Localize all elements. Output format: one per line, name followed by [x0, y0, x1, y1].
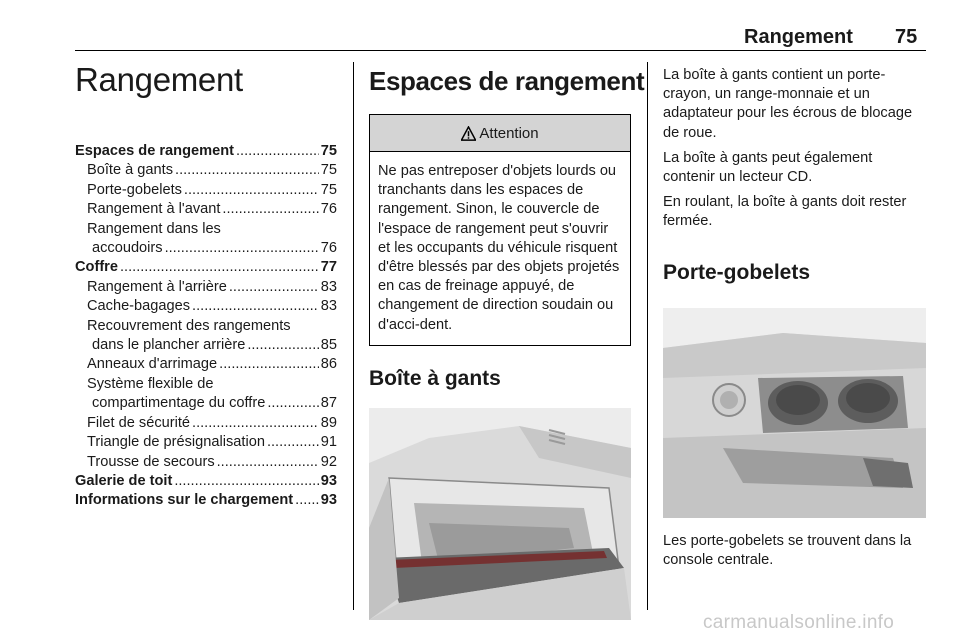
- toc-entry-label: Espaces de rangement: [75, 143, 234, 159]
- table-of-contents: [75, 142, 337, 511]
- toc-leader-dots: [219, 355, 319, 374]
- page-number: 75: [895, 26, 918, 48]
- attention-box: [369, 114, 631, 346]
- toc-entry[interactable]: [75, 414, 337, 433]
- toc-entry-page: 86: [320, 356, 337, 373]
- toc-leader-dots: [120, 258, 319, 277]
- toc-entry-label: Rangement à l'avant: [87, 201, 221, 218]
- toc-leader-dots: [174, 472, 318, 491]
- toc-entry-label: Filet de sécurité: [87, 414, 191, 431]
- glovebox-illustration: [369, 408, 631, 620]
- toc-leader-dots: [229, 278, 319, 297]
- watermark: carmanualsonline.info: [703, 612, 895, 633]
- glovebox-para-1: La boîte à gants contient un porte-crayon, un range-monnaie et un adaptateur pour les écrous de blocage de roue.: [663, 67, 913, 141]
- toc-entry-label: Triangle de présignalisation: [87, 434, 265, 451]
- toc-entry-label: Coffre: [75, 259, 118, 276]
- toc-entry-page: 93: [320, 472, 337, 489]
- chapter-title: Rangement: [75, 61, 243, 98]
- toc-leader-dots: [217, 453, 319, 472]
- toc-entry[interactable]: [75, 161, 337, 180]
- toc-entry-page: 75: [320, 162, 337, 179]
- toc-entry-page: 76: [320, 201, 337, 218]
- attention-text: Ne pas entreposer d'objets lourds ou tranchants dans les espaces de rangement. Sinon, le couvercle de l'espace de rangement peut s'ouvrir et les occupants du véhicule risquent d'être blessés par des objets projetés en cas de freinage appuyé, de changement de direction soudain ou d'acci-dent.: [378, 163, 620, 333]
- text-column: [663, 66, 926, 570]
- toc-entry-page: 93: [320, 492, 337, 509]
- toc-entry[interactable]: [75, 336, 337, 355]
- toc-entry-label: Rangement dans les: [87, 220, 221, 237]
- toc-entry[interactable]: [75, 239, 337, 258]
- toc-entry-page: 87: [320, 395, 337, 412]
- toc-entry[interactable]: [75, 472, 337, 491]
- glovebox-title: Boîte à gants: [369, 366, 501, 390]
- toc-entry-label: Recouvrement des rangements: [87, 317, 291, 334]
- page-header-title: Rangement: [744, 26, 853, 48]
- toc-entry-label: Porte-gobelets: [87, 181, 182, 198]
- toc-entry[interactable]: [75, 181, 337, 200]
- toc-entry[interactable]: [75, 220, 337, 239]
- toc-entry[interactable]: [75, 297, 337, 316]
- toc-entry[interactable]: [75, 375, 337, 394]
- toc-entry[interactable]: [75, 258, 337, 277]
- toc-entry-label: Trousse de secours: [87, 453, 215, 470]
- toc-leader-dots: [295, 491, 319, 510]
- toc-entry-page: 75: [320, 143, 337, 159]
- cupholder-illustration: [663, 308, 926, 518]
- cupholder-text: Les porte-gobelets se trouvent dans la console centrale.: [663, 532, 912, 568]
- toc-entry-label: dans le plancher arrière: [92, 337, 246, 354]
- toc-leader-dots: [267, 394, 318, 413]
- cupholder-title: Porte-gobelets: [663, 260, 811, 284]
- glovebox-para-3: En roulant, la boîte à gants doit rester fermée.: [663, 194, 907, 230]
- toc-leader-dots: [267, 433, 319, 452]
- toc-entry[interactable]: [75, 491, 337, 510]
- chapter-toc-column: [75, 60, 337, 511]
- glovebox-para-2: La boîte à gants peut également contenir un lecteur CD.: [663, 149, 873, 186]
- toc-entry-label: Système flexible de: [87, 375, 214, 392]
- toc-leader-dots: [192, 297, 319, 316]
- toc-leader-dots: [165, 239, 319, 258]
- toc-entry-label: Rangement à l'arrière: [87, 278, 227, 295]
- toc-entry-page: 83: [320, 278, 337, 295]
- toc-entry-page: 76: [320, 240, 337, 257]
- toc-entry-label: Anneaux d'arrimage: [87, 356, 218, 373]
- toc-entry-page: 89: [320, 414, 337, 431]
- toc-entry-label: Informations sur le chargement: [75, 492, 294, 509]
- toc-entry[interactable]: [75, 394, 337, 413]
- toc-leader-dots: [247, 336, 318, 355]
- toc-entry-page: 92: [320, 453, 337, 470]
- toc-entry[interactable]: [75, 433, 337, 452]
- toc-leader-dots: [236, 142, 319, 161]
- toc-entry-label: Boîte à gants: [87, 162, 174, 179]
- attention-title: Attention: [479, 124, 539, 142]
- header-rule: [75, 50, 926, 51]
- column-divider: [647, 62, 648, 610]
- toc-entry[interactable]: [75, 453, 337, 472]
- toc-entry-page: 77: [320, 259, 337, 276]
- toc-entry-label: accoudoirs: [92, 240, 163, 257]
- toc-entry-page: 91: [320, 434, 337, 451]
- toc-entry-label: Cache-bagages: [87, 298, 191, 315]
- toc-entry-label: Galerie de toit: [75, 472, 173, 489]
- toc-leader-dots: [192, 414, 319, 433]
- toc-entry[interactable]: [75, 278, 337, 297]
- toc-leader-dots: [184, 181, 319, 200]
- toc-entry-page: 85: [320, 337, 337, 354]
- section-title: Espaces de rangement: [369, 66, 645, 96]
- toc-entry[interactable]: [75, 317, 337, 336]
- warning-triangle-icon: [461, 126, 476, 141]
- toc-entry-page: 83: [320, 298, 337, 315]
- column-divider: [353, 62, 354, 610]
- attention-header: [370, 115, 630, 152]
- toc-leader-dots: [175, 161, 319, 180]
- toc-entry[interactable]: [75, 142, 337, 161]
- toc-entry[interactable]: [75, 200, 337, 219]
- toc-entry-label: compartimentage du coffre: [92, 395, 266, 412]
- storage-column: [369, 60, 645, 620]
- toc-entry[interactable]: [75, 355, 337, 374]
- toc-leader-dots: [222, 200, 318, 219]
- toc-entry-page: 75: [320, 181, 337, 198]
